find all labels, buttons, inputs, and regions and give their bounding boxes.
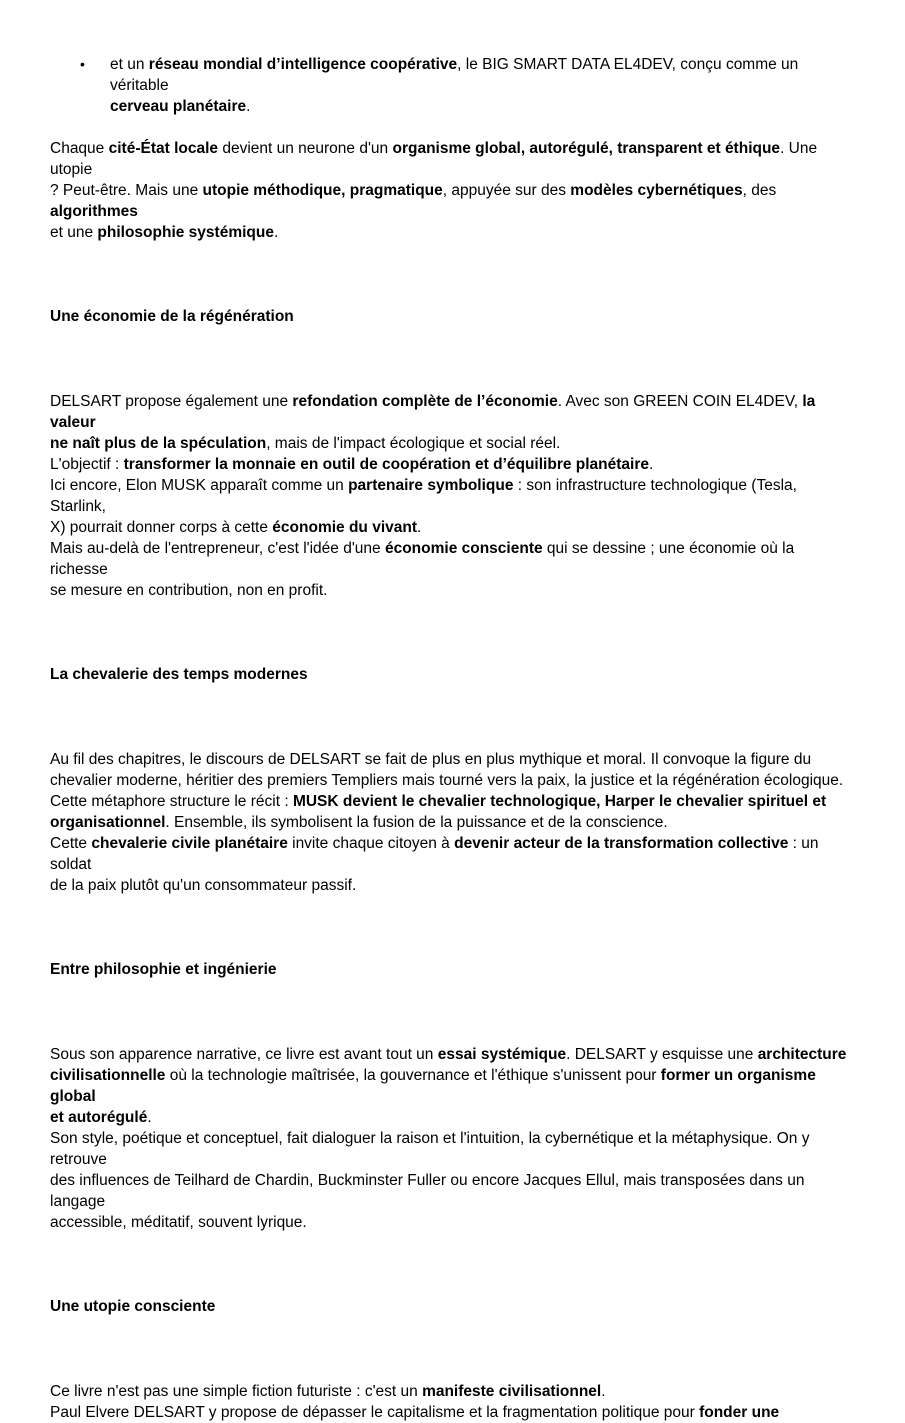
paragraph-intro: Chaque cité-État locale devient un neurone d'un organisme global, autorégulé, transparent et éthique. Une utopie ? Peut-être. Mais une utopie méthodique, pragmatique, appuyée sur des modèles cybernétiques, des algorithmes et une philosophie systémique. (50, 140, 818, 241)
section-heading-philosophie: Entre philosophie et ingénierie (50, 961, 277, 978)
section-heading-economie: Une économie de la régénération (50, 308, 294, 325)
bullet-item-text: et un réseau mondial d’intelligence coopérative, le BIG SMART DATA EL4DEV, conçu comme un véritable cerveau planétaire. (110, 56, 799, 115)
paragraph-utopie: Ce livre n'est pas une simple fiction futuriste : c'est un manifeste civilisationnel. Paul Elvere DELSART y propose de dépasser le capitalisme et la fragmentation politique pour fonder une (50, 1383, 780, 1421)
list-item (50, 54, 855, 117)
section-heading-chevalerie: La chevalerie des temps modernes (50, 666, 308, 683)
bullet-list (50, 54, 855, 117)
paragraph-chevalerie: Au fil des chapitres, le discours de DELSART se fait de plus en plus mythique et moral. Il convoque la figure du chevalier moderne, héritier des premiers Templiers mais tourné vers la paix, la justice et la régénération écologique. Cette métaphore structure le récit : MUSK devient le chevalier technologique, Harper le chevalier spirituel et organisationnel. Ensemble, ils symbolisent la fusion de la puissance et de la conscience. Cette chevalerie civile planétaire invite chaque citoyen à devenir acteur de la transformation collective : un soldat de la paix plutôt qu'un consommateur passif. (50, 751, 844, 894)
paragraph-philosophie: Sous son apparence narrative, ce livre est avant tout un essai systémique. DELSART y esquisse une architecture civilisationnelle où la technologie maîtrisée, la gouvernance et l'éthique s'unissent pour former un organisme global et autorégulé. Son style, poétique et conceptuel, fait dialoguer la raison et l'intuition, la cybernétique et la métaphysique. On y retrouve des influences de Teilhard de Chardin, Buckminster Fuller ou encore Jacques Ellul, mais transposées dans un langage accessible, méditatif, souvent lyrique. (50, 1046, 847, 1231)
bullet-dot-icon: • (80, 56, 85, 72)
section-heading-utopie: Une utopie consciente (50, 1298, 216, 1315)
paragraph-economie: DELSART propose également une refondation complète de l’économie. Avec son GREEN COIN EL4DEV, la valeur ne naît plus de la spéculation, mais de l'impact écologique et social réel. L'objectif : transformer la monnaie en outil de coopération et d’équilibre planétaire. Ici encore, Elon MUSK apparaît comme un partenaire symbolique : son infrastructure technologique (Tesla, Starlink, X) pourrait donner corps à cette économie du vivant. Mais au-delà de l'entrepreneur, c'est l'idée d'une économie consciente qui se dessine ; une économie où la richesse se mesure en contribution, non en profit. (50, 393, 816, 599)
